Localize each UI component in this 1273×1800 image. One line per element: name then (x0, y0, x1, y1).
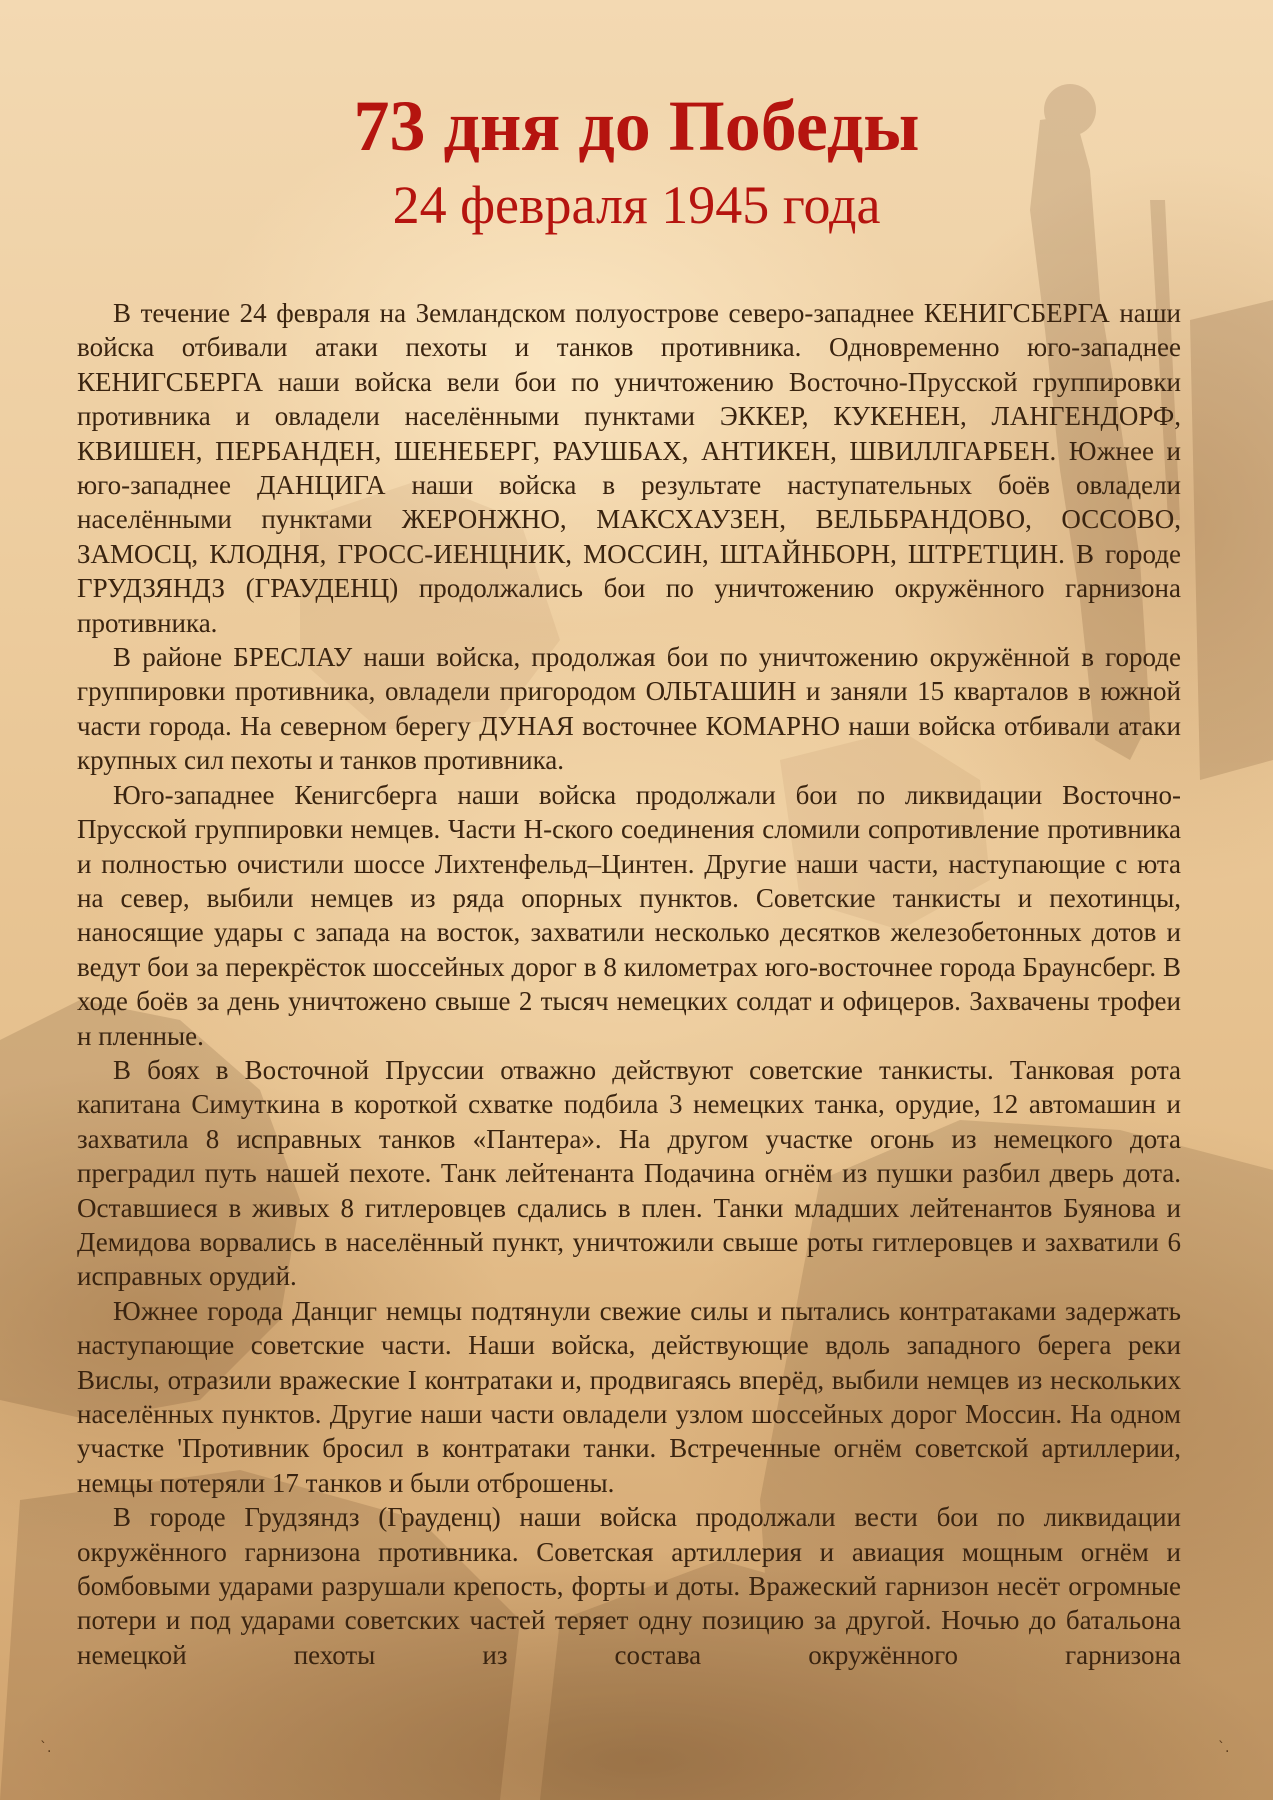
paragraph: Южнее города Данциг немцы подтянули свежие силы и пытались контратаками задержать наступающие советские части. Наши войска, действующие вдоль западного берега реки Вислы, отразили вражеские I контратаки и, продвигаясь вперёд, выбили немцев из нескольких населённых пунктов. Другие наши части овладели узлом шоссейных дорог Моссин. На одном участке 'Противник бросил в контратаки танки. Встреченные огнём советской артиллерии, немцы потеряли 17 танков и были отброшены. (77, 1295, 1181, 1498)
date-subtitle: 24 февраля 1945 года (392, 175, 881, 235)
paragraph: В городе Грудзяндз (Грауденц) наши войска продолжали вести бои по ликвидации окружённого гарнизона противника. Советская артиллерия и авиация мощным огнём и бомбовыми ударами разрушали крепость, форты и доты. Вражеский гарнизон несёт огромные потери и под ударами советских частей теряет одну позицию за другой. Ночью до батальона немецкой пехоты из состава окружённого гарнизона (77, 1502, 1181, 1670)
paragraph: В течение 24 февраля на Земландском полуострове северо-западнее КЕНИГСБЕРГА наши войска отбивали атаки пехоты и танков противника. Одновременно юго-западнее КЕНИГСБЕРГА наши войска вели бои по уничтожению Восточно-Прусской группировки противника и овладели населёнными пунктами ЭККЕР, КУКЕНЕН, ЛАНГЕНДОРФ, КВИШЕН, ПЕРБАНДЕН, ШЕНЕБЕРГ, РАУШБАХ, АНТИКЕН, ШВИЛЛГАРБЕН. Южнее и юго-западнее ДАНЦИГА наши войска в результате наступательных боёв овладели населёнными пунктами ЖЕРОНЖНО, МАКСХАУЗЕН, ВЕЛЬБРАНДОВО, ОССОВО, ЗАМОСЦ, КЛОДНЯ, ГРОСС-ИЕНЦНИК, МОССИН, ШТАЙНБОРН, ШТРЕТЦИН. В городе ГРУДЗЯНДЗ (ГРАУДЕНЦ) продолжались бои по уничтожению окружённого гарнизона противника. (77, 298, 1181, 638)
paragraph: В боях в Восточной Пруссии отважно действуют советские танкисты. Танковая рота капитана Симуткина в короткой схватке подбила 3 немецких танка, орудие, 12 автомашин и захватила 8 исправных танков «Пантера». На другом участке огонь из немецкого дота преградил путь нашей пехоте. Танк лейтенанта Подачина огнём из пушки разбил дверь дота. Оставшиеся в живых 8 гитлеровцев сдались в плен. Танки младших лейтенантов Буянова и Демидова ворвались в населённый пункт, уничтожили свыше роты гитлеровцев и захватили 6 исправных орудий. (77, 1054, 1181, 1292)
corner-mark-right: `. (1218, 1740, 1230, 1756)
paragraph: Юго-западнее Кенигсберга наши войска продолжали бои по ликвидации Восточно-Прусской группировки немцев. Части Н-ского соединения сломили сопротивление противника и полностью очистили шоссе Лихтенфельд–Цинтен. Другие наши части, наступающие с юта на север, выбили немцев из ряда опорных пунктов. Советские танкисты и пехотинцы, наносящие удары с запада на восток, захватили несколько десятков железобетонных дотов и ведут бои за перекрёсток шоссейных дорог в 8 километрах юго-восточнее города Браунсберг. В ходе боёв за день уничтожено свыше 2 тысяч немецких солдат и офицеров. Захвачены трофеи н пленные. (77, 779, 1181, 1051)
corner-mark-left: `. (40, 1740, 52, 1756)
page-title: 73 дня до Победы (353, 86, 920, 166)
paragraph: В районе БРЕСЛАУ наши войска, продолжая бои по уничтожению окружённой в городе группировки противника, овладели пригородом ОЛЬТАШИН и заняли 15 кварталов в южной части города. На северном берегу ДУНАЯ восточнее КОМАРНО наши войска отбивали атаки крупных сил пехоты и танков противника. (77, 642, 1181, 776)
article-body (77, 296, 1181, 1672)
